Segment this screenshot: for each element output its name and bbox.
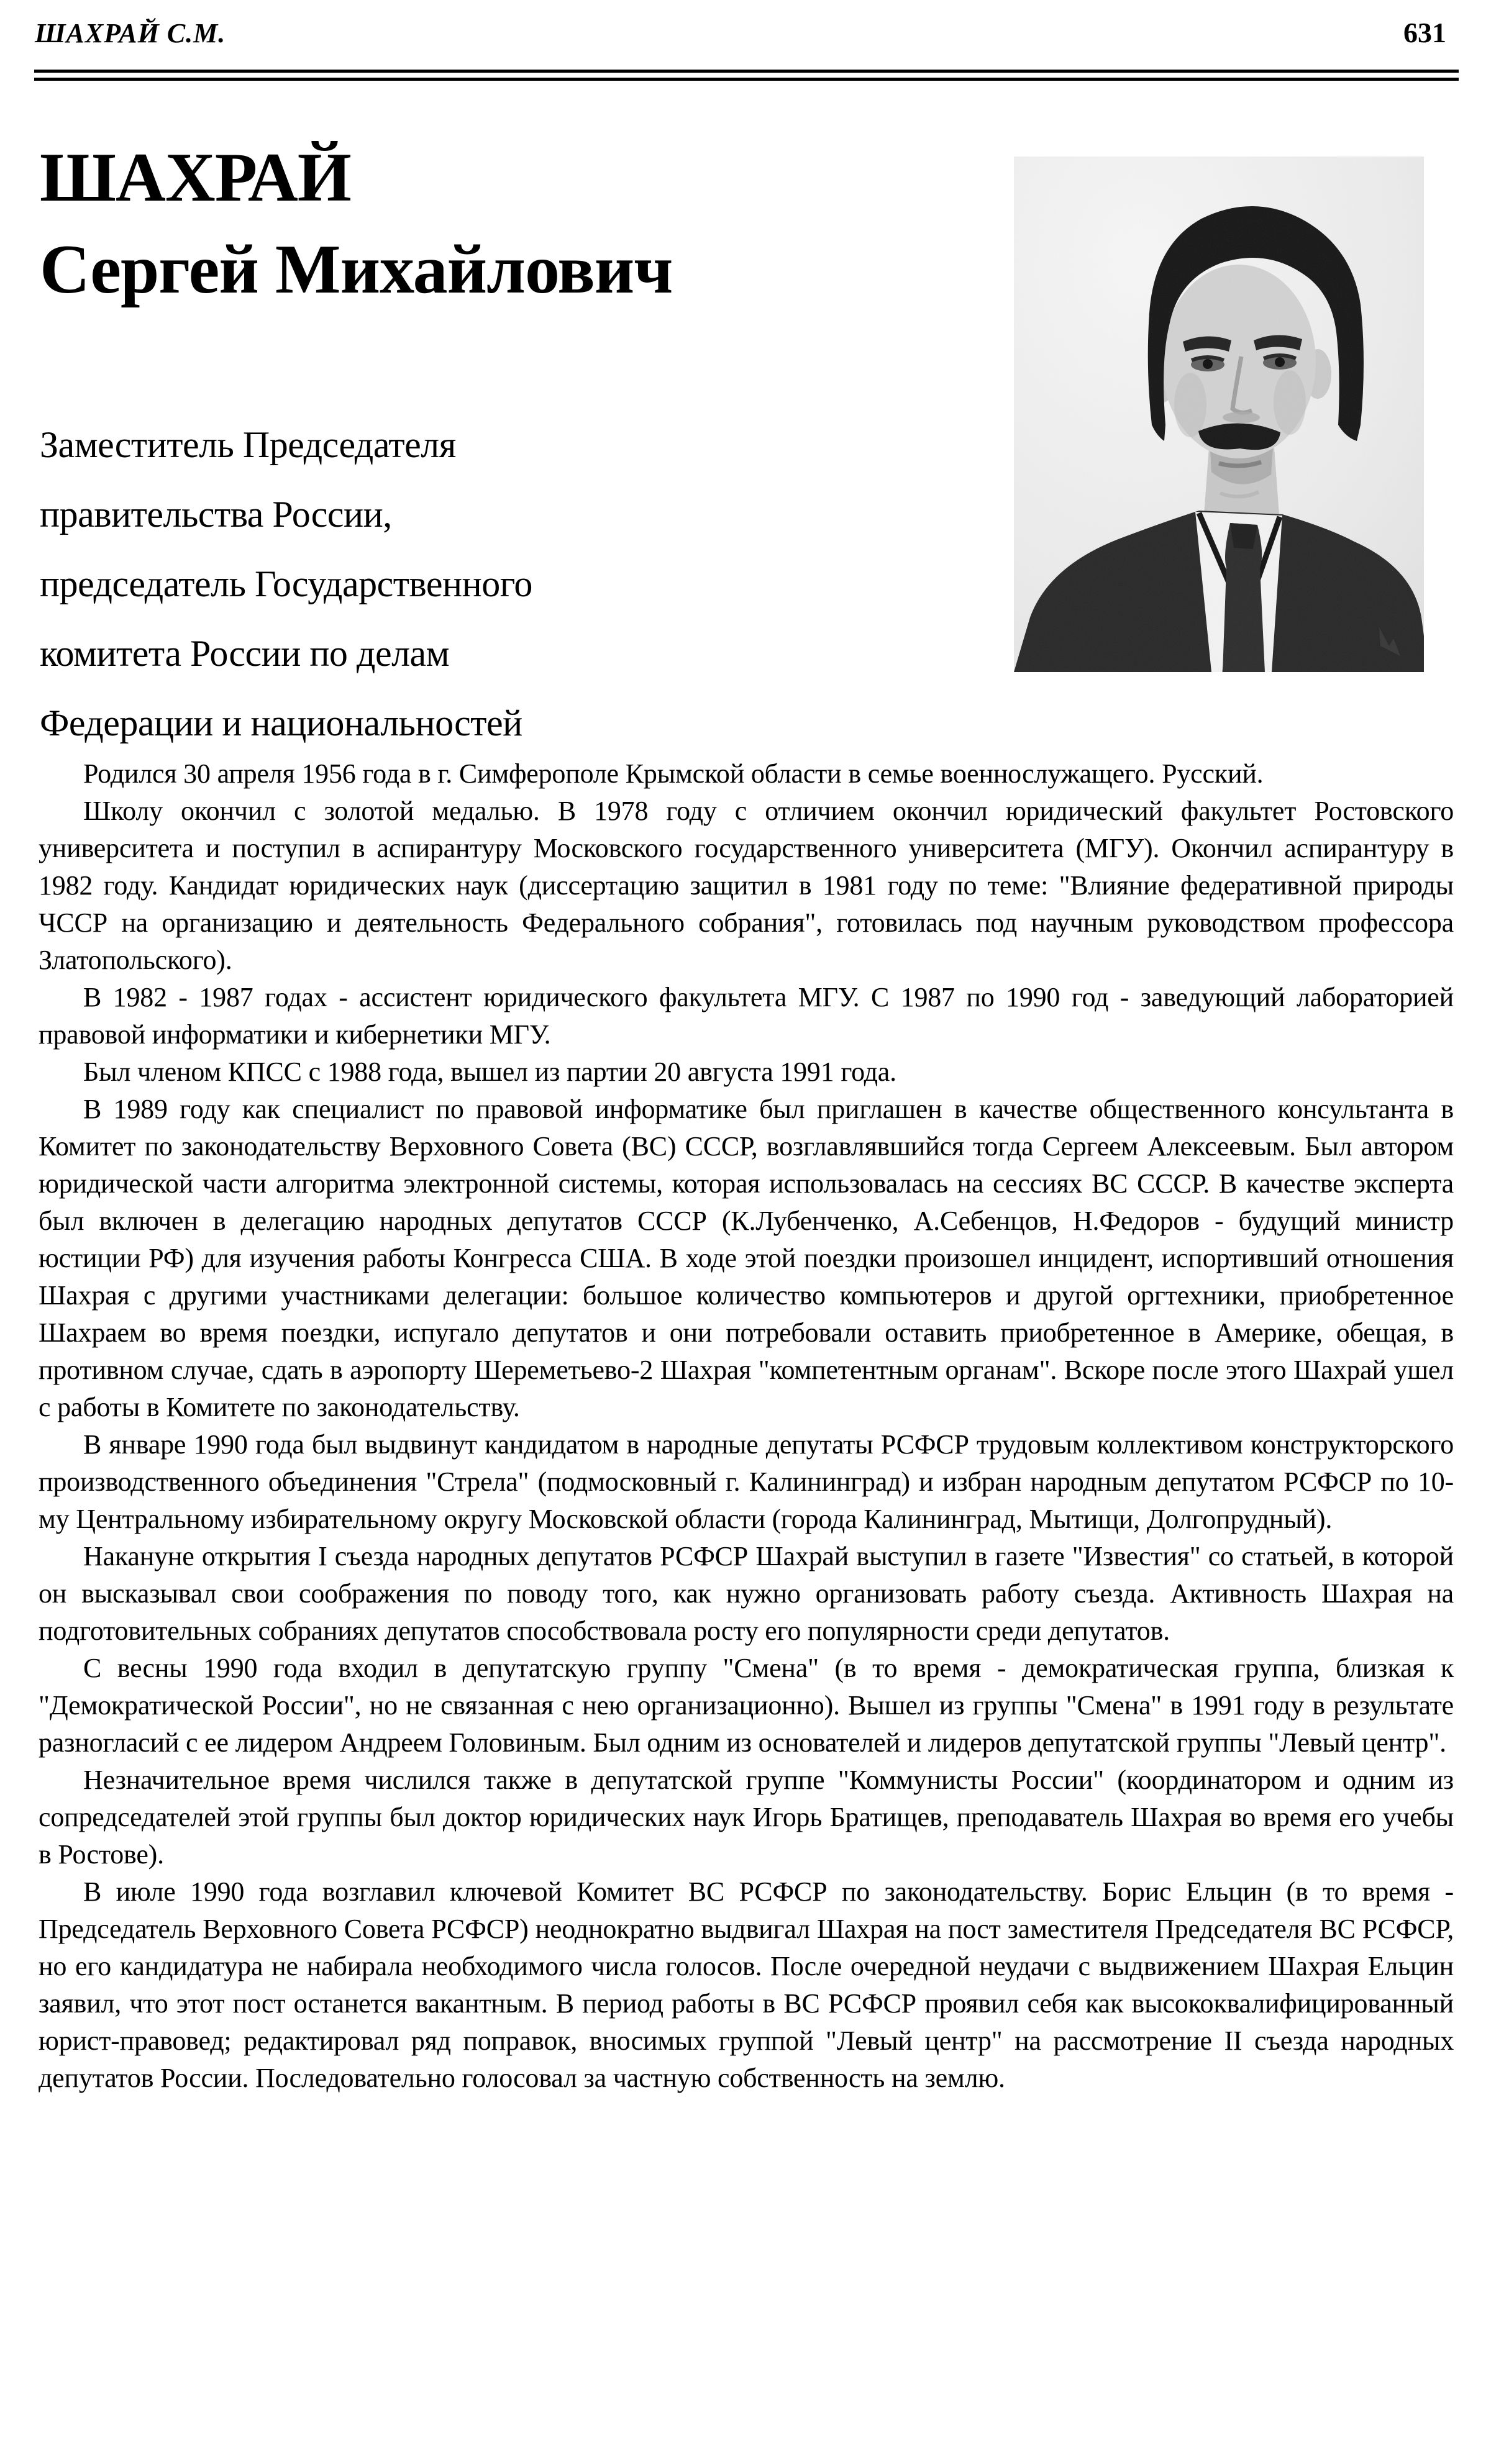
position-line: председатель Государственного: [40, 563, 532, 604]
position-description: [40, 410, 532, 758]
position-line: Заместитель Председателя: [40, 424, 456, 465]
biography-text: [39, 755, 1454, 2097]
position-line: комитета России по делам: [40, 633, 450, 674]
entry-given-names: Сергей Михайлович: [40, 231, 673, 308]
biography-paragraph: С весны 1990 года входил в депутатскую группу "Смена" (в то время - демократическая группа, близкая к "Демократической России", но не связанная с нею организационно). Вышел из группы "Смена" в 1991 году в результате разногласий с ее лидером Андреем Головиным. Был одним из основателей и лидеров депутатской группы "Левый центр".: [39, 1653, 1454, 1758]
biography-paragraph: Незначительное время числился также в депутатской группе "Коммунисты России" (координатором и одним из сопредседателей этой группы был доктор юридических наук Игорь Братищев, преподаватель Шахрая во время его учебы в Ростове).: [39, 1765, 1454, 1870]
biography-paragraph: Накануне открытия I съезда народных депутатов РСФСР Шахрай выступил в газете "Известия" со статьей, в которой он высказывал свои соображения по поводу того, как нужно организовать работу съезда. Активность Шахрая на подготовительных собраниях депутатов способствовала росту его популярности среди депутатов.: [39, 1541, 1454, 1646]
biography-paragraph: В 1982 - 1987 годах - ассистент юридического факультета МГУ. С 1987 по 1990 год - заведующий лабораторией правовой информатики и кибернетики МГУ.: [39, 982, 1454, 1050]
photo-grain: [1014, 157, 1424, 672]
running-header-title: ШАХРАЙ С.М.: [35, 18, 226, 48]
header-rule: [34, 70, 1459, 81]
biography-paragraph: В январе 1990 года был выдвинут кандидатом в народные депутаты РСФСР трудовым коллективом конструкторского производственного объединения "Стрела" (подмосковный г. Калининград) и избран народным депутатом РСФСР по 10-му Центральному избирательному округу Московской области (города Калининград, Мытищи, Долгопрудный).: [39, 1429, 1454, 1534]
entry-surname: ШАХРАЙ: [40, 139, 351, 216]
biography-paragraph: В июле 1990 года возглавил ключевой Комитет ВС РСФСР по законодательству. Борис Ельцин (в то время - Председатель Верховного Совета РСФСР) неоднократно выдвигал Шахрая на пост заместителя Председателя ВС РСФСР, но его кандидатура не набирала необходимого числа голосов. После очередной неудачи с выдвижением Шахрая Ельцин заявил, что этот пост останется вакантным. В период работы в ВС РСФСР проявил себя как высококвалифицированный юрист-правовед; редактировал ряд поправок, вносимых группой "Левый центр" на рассмотрение II съезда народных депутатов России. Последовательно голосовал за частную собственность на землю.: [39, 1876, 1454, 2093]
position-line: правительства России,: [40, 494, 392, 535]
position-line: Федерации и национальностей: [40, 702, 522, 743]
biography-paragraph: В 1989 году как специалист по правовой информатике был приглашен в качестве общественного консультанта в Комитет по законодательству Верховного Совета (ВС) СССР, возглавлявшийся тогда Сергеем Алексеевым. Был автором юридической части алгоритма электронной системы, которая использовалась на сессиях ВС СССР. В качестве эксперта был включен в делегацию народных депутатов СССР (К.Лубенченко, А.Себенцов, Н.Федоров - будущий министр юстиции РФ) для изучения работы Конгресса США. В ходе этой поездки произошел инцидент, испортивший отношения Шахрая с другими участниками делегации: большое количество компьютеров и другой оргтехники, приобретенное Шахраем во время поездки, испугало депутатов и они потребовали оставить приобретенное в Америке, обещая, в противном случае, сдать в аэропорту Шереметьево-2 Шахрая "компетентным органам". Вскоре после этого Шахрай ушел с работы в Комитете по законодательству.: [39, 1094, 1454, 1422]
entry-title: [40, 132, 672, 316]
biography-paragraph: Родился 30 апреля 1956 года в г. Симферополе Крымской области в семье военнослужащего. Русский.: [83, 758, 1264, 789]
page-number: 631: [1403, 17, 1446, 48]
portrait-photo: [1014, 157, 1424, 672]
portrait-illustration: [1014, 157, 1424, 672]
biography-paragraph: Школу окончил с золотой медалью. В 1978 году с отличием окончил юридический факультет Ростовского университета и поступил в аспирантуру Московского государственного университета (МГУ). Окончил аспирантуру в 1982 году. Кандидат юридических наук (диссертацию защитил в 1981 году по теме: "Влияние федеративной природы ЧССР на организацию и деятельность Федерального собрания", готовилась под научным руководством профессора Златопольского).: [39, 796, 1454, 975]
biography-paragraph: Был членом КПСС с 1988 года, вышел из партии 20 августа 1991 года.: [83, 1057, 896, 1087]
